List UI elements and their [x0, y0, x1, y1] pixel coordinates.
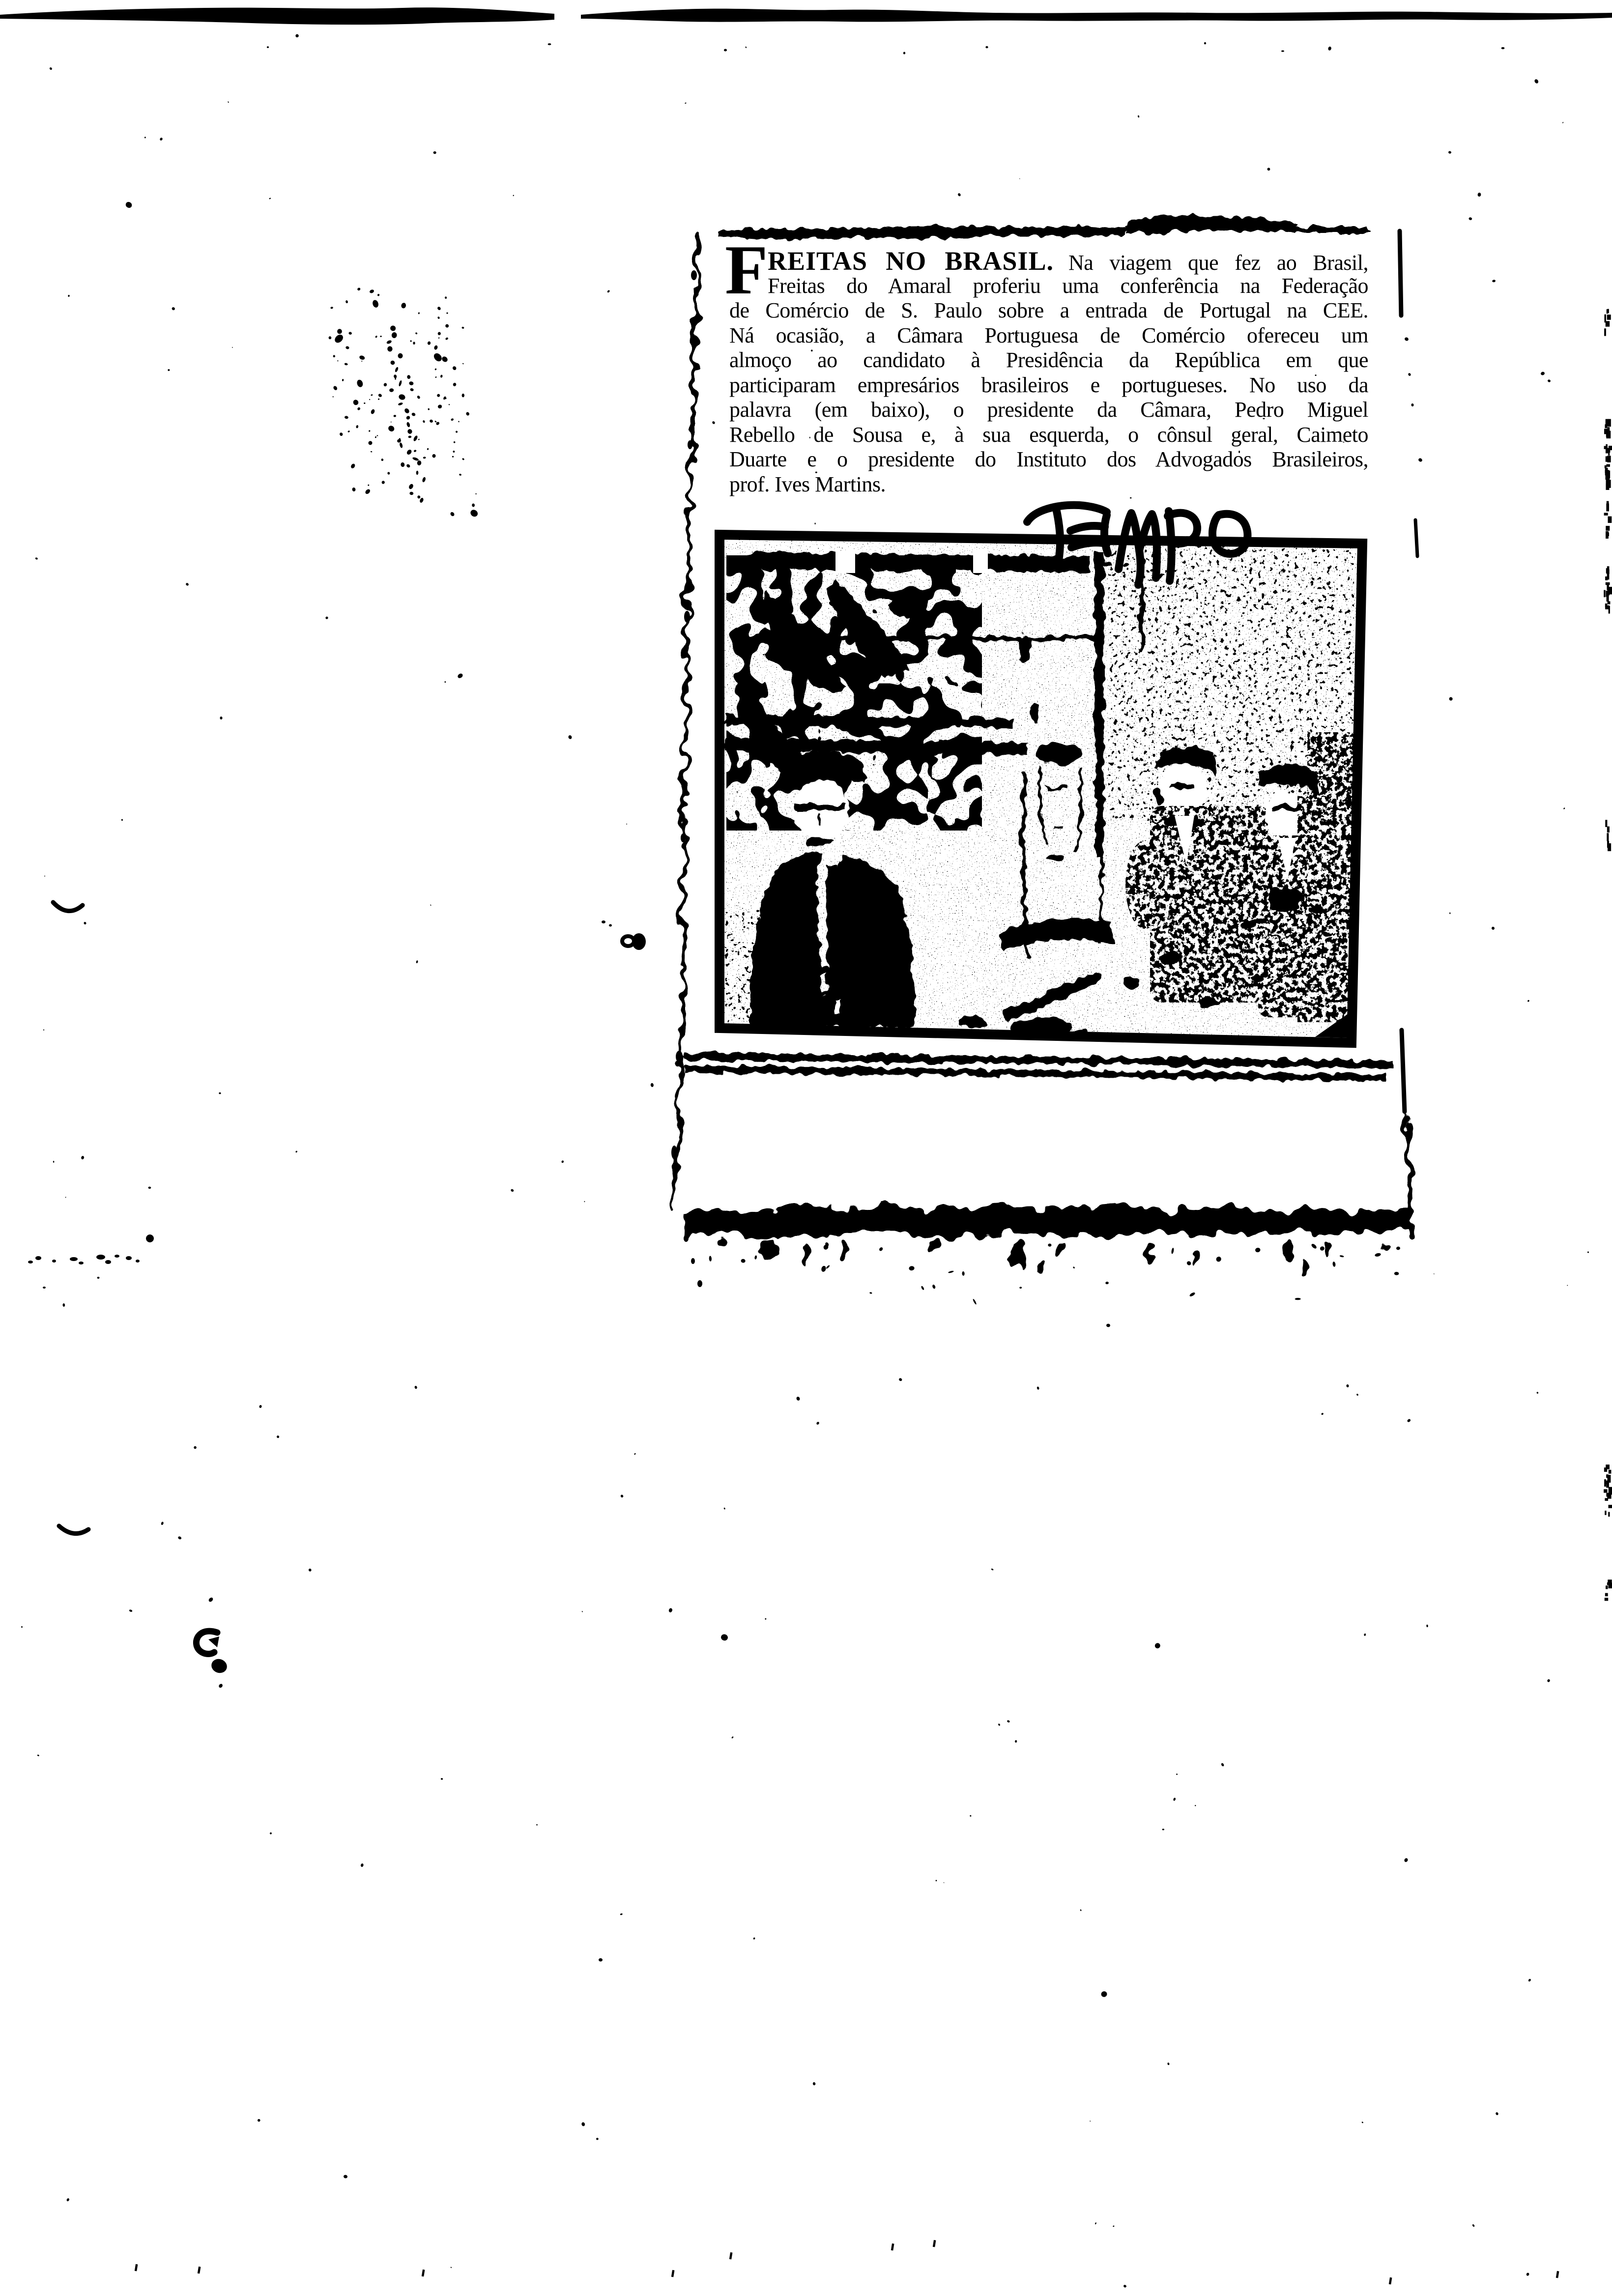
article-line — [729, 472, 1368, 497]
double-rule — [684, 1053, 1394, 1081]
headline-text: REITAS NO BRASIL. — [768, 246, 1054, 276]
article-line — [729, 348, 1368, 373]
article-line — [729, 246, 1368, 276]
body-text: Freitas do Amaral proferiu uma conferência na Federação — [768, 273, 1368, 298]
article-line — [729, 398, 1368, 423]
article-line — [729, 447, 1368, 472]
body-text: de Comércio de S. Paulo sobre a entrada de Portugal na CEE. — [729, 298, 1368, 322]
stray-marks — [28, 902, 646, 1675]
body-text: Na viagem que fez ao Brasil, — [1068, 251, 1368, 275]
body-text: prof. Ives Martins. — [729, 472, 886, 496]
article-line — [729, 323, 1368, 348]
article-line — [729, 298, 1368, 323]
halftone-photo — [720, 535, 1362, 1047]
body-text: participaram empresários brasileiros e portugueses. No uso da — [729, 373, 1368, 397]
body-text: Ná ocasião, a Câmara Portuguesa de Comércio ofereceu um — [729, 323, 1368, 347]
clipping-bottom-ragged-edge — [683, 1205, 1410, 1279]
article-line — [729, 274, 1368, 299]
article-line — [729, 373, 1368, 398]
body-text: Duarte e o presidente do Instituto dos Advogados Brasileiros, — [729, 447, 1368, 471]
article-text — [729, 246, 1368, 497]
body-text: Rebello de Sousa e, à sua esquerda, o cônsul geral, Caimeto — [729, 422, 1368, 447]
body-text: almoço ao candidato à Presidência da República em que — [729, 348, 1368, 372]
drop-cap: F — [725, 231, 768, 309]
body-text: palavra (em baixo), o presidente da Câmara, Pedro Miguel — [729, 398, 1368, 422]
photocopy-top-edge-band — [0, 7, 1612, 25]
article-line — [729, 423, 1368, 448]
